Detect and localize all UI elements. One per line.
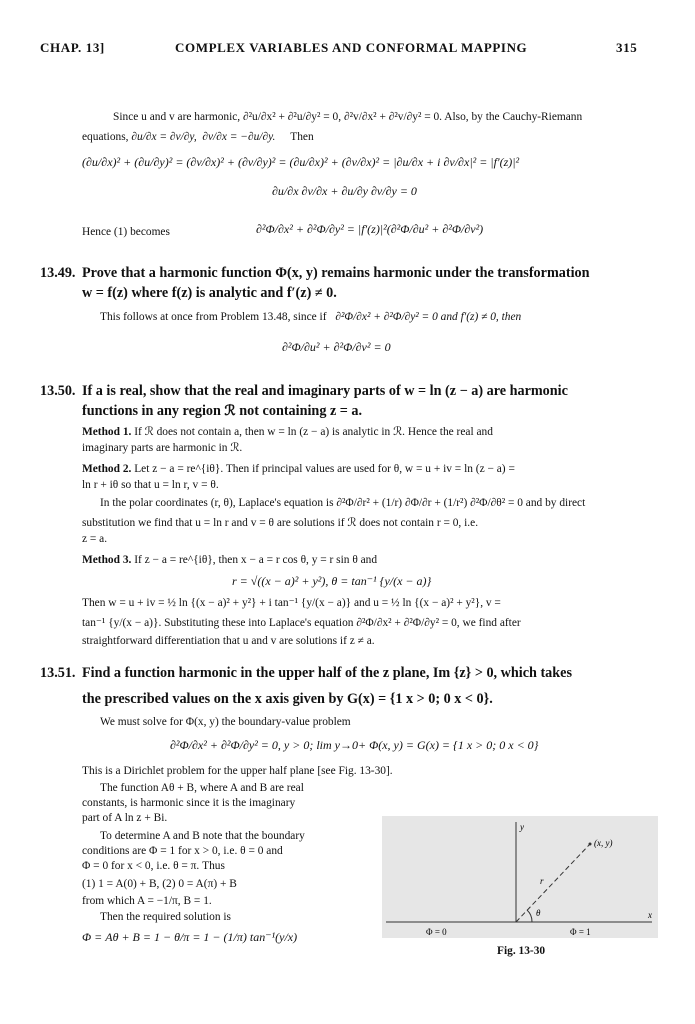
cauchy-riemann-text: Also, by the Cauchy-Riemann [444, 111, 583, 123]
method3-line2: Then w = u + iv = ½ ln {(x − a)² + y²} + i tan⁻¹ {y/(x − a)} and u = ½ ln {(x − a)² + y²}, v = [82, 597, 501, 609]
dirichlet-text: This is a Dirichlet problem for the upper half plane [see Fig. 13-30]. [82, 765, 393, 777]
laplace-v: ∂²v/∂x² + ∂²v/∂y² = 0. [343, 111, 443, 123]
para-line3: part of A ln z + Bi. [82, 812, 168, 824]
method2-label: Method 2. [82, 463, 132, 475]
solution-equation: ∂²Φ/∂x² + ∂²Φ/∂y² = 0 and f′(z) ≠ 0, then [335, 311, 522, 323]
intro-since-line [113, 110, 582, 125]
para-line2: constants, is harmonic since it is the imaginary [82, 797, 296, 809]
running-title: COMPLEX VARIABLES AND CONFORMAL MAPPING [175, 40, 528, 55]
chapter-label: CHAP. 13] [40, 40, 105, 55]
para-line6: Φ = 0 for x < 0, i.e. θ = π. Thus [82, 860, 225, 872]
hence-label: Hence (1) becomes [82, 226, 170, 238]
point-marker [589, 843, 592, 846]
figure-background [382, 816, 658, 938]
hence-equation: ∂²Φ/∂x² + ∂²Φ/∂y² = |f′(z)|²(∂²Φ/∂u² + ∂²Φ/∂v²) [256, 222, 484, 236]
method2-line5: z = a. [82, 533, 108, 545]
since-text: Since u and v are harmonic, [113, 111, 241, 123]
method3-label: Method 3. [82, 554, 132, 566]
x-axis-label: x [648, 910, 652, 920]
method3-line3: tan⁻¹ {y/(x − a)}. Substituting these into Laplace's equation ∂²Φ/∂x² + ∂²Φ/∂y² = 0, we find after [82, 617, 521, 629]
final-solution: Φ = Aθ + B = 1 − θ/π = 1 − (1/π) tan⁻¹(y/x) [82, 930, 298, 944]
problem-13-49-statement-line1: Prove that a harmonic function Φ(x, y) remains harmonic under the transformation [82, 265, 590, 281]
must-solve-text: We must solve for Φ(x, y) the boundary-value problem [100, 716, 351, 728]
bvp-equation: ∂²Φ/∂x² + ∂²Φ/∂y² = 0, y > 0; lim y→0+ Φ(x, y) = G(x) = {1 x > 0; 0 x < 0} [170, 738, 539, 752]
method2-line4: substitution we find that u = ln r and v = θ are solutions if ℛ does not contain r = 0, i.e. [82, 517, 479, 529]
para-line8: Then the required solution is [100, 911, 231, 923]
radius-label: r [540, 876, 544, 886]
problem-13-51-statement-line1: Find a function harmonic in the upper half of the z plane, Im {z} > 0, which takes [82, 665, 572, 681]
then-label: Then [290, 131, 314, 143]
method2-line1 [82, 462, 515, 477]
point-label: (x, y) [594, 838, 613, 848]
method1-label: Method 1. [82, 426, 132, 438]
problem-13-49-result: ∂²Φ/∂u² + ∂²Φ/∂v² = 0 [282, 340, 391, 354]
page-number: 315 [616, 40, 638, 55]
boundary-right-label: Φ = 1 [570, 927, 591, 937]
para-line1: The function Aθ + B, where A and B are real [100, 782, 304, 794]
cross-identity: ∂u/∂x ∂v/∂x + ∂u/∂y ∂v/∂y = 0 [272, 184, 417, 198]
solution-text: This follows at once from Problem 13.48, since if [100, 311, 327, 323]
method3-line4: straightforward differentiation that u and v are solutions if z ≠ a. [82, 635, 375, 647]
method1-text-a: If ℛ does not contain a, then w = ln (z − a) is analytic in ℛ. Hence the real and [134, 426, 493, 438]
problem-13-49-solution [100, 310, 521, 325]
problem-13-51-statement-line2: the prescribed values on the x axis given by G(x) = {1 x > 0; 0 x < 0}. [82, 691, 493, 707]
intro-equations-line: equations, ∂u/∂x = ∂v/∂y, ∂v/∂x = −∂u/∂y. Then [82, 131, 314, 143]
problem-number-13-51: 13.51. [40, 665, 76, 681]
method1-line2: imaginary parts are harmonic in ℛ. [82, 442, 243, 454]
para-line4: To determine A and B note that the boundary [100, 830, 305, 842]
para-line5: conditions are Φ = 1 for x > 0, i.e. θ = 0 and [82, 845, 283, 857]
method3-text-a: If z − a = re^{iθ}, then x − a = r cos θ, y = r sin θ and [134, 554, 378, 566]
problem-13-49-statement-line2: w = f(z) where f(z) is analytic and f′(z) ≠ 0. [82, 285, 337, 301]
figure-caption: Fig. 13-30 [497, 945, 546, 957]
para-line7: from which A = −1/π, B = 1. [82, 895, 212, 907]
laplace-u: ∂²u/∂x² + ∂²u/∂y² = 0, [243, 111, 342, 123]
method2-line3: In the polar coordinates (r, θ), Laplace's equation is ∂²Φ/∂r² + (1/r) ∂Φ/∂r + (1/r²) ∂²Φ/∂θ² = 0 and by direct [100, 497, 586, 509]
boundary-left-label: Φ = 0 [426, 927, 447, 937]
eqn-12: (1) 1 = A(0) + B, (2) 0 = A(π) + B [82, 878, 237, 890]
problem-number-13-50: 13.50. [40, 383, 76, 399]
method3-line1 [82, 553, 377, 568]
figure-13-30 [382, 816, 658, 938]
problem-number-13-49: 13.49. [40, 265, 76, 281]
problem-13-50-statement-line2: functions in any region ℛ not containing z = a. [82, 403, 363, 419]
problem-13-50-statement-line1: If a is real, show that the real and imaginary parts of w = ln (z − a) are harmonic [82, 383, 568, 399]
method2-text-a: Let z − a = re^{iθ}. Then if principal values are used for θ, w = u + iv = ln (z − a) = [134, 463, 515, 475]
gradient-identity: (∂u/∂x)² + (∂u/∂y)² = (∂v/∂x)² + (∂v/∂y)² = (∂u/∂x)² + (∂v/∂x)² = |∂u/∂x + i ∂v/∂x|² = |f′(z)|² [82, 155, 520, 169]
theta-label: θ [536, 908, 541, 918]
equations-label: equations, [82, 131, 129, 143]
method1-line1 [82, 425, 493, 440]
method2-line2: ln r + iθ so that u = ln r, v = θ. [82, 479, 219, 491]
y-axis-label: y [520, 822, 524, 832]
method3-equation: r = √((x − a)² + y²), θ = tan⁻¹ {y/(x − a)} [232, 574, 432, 588]
